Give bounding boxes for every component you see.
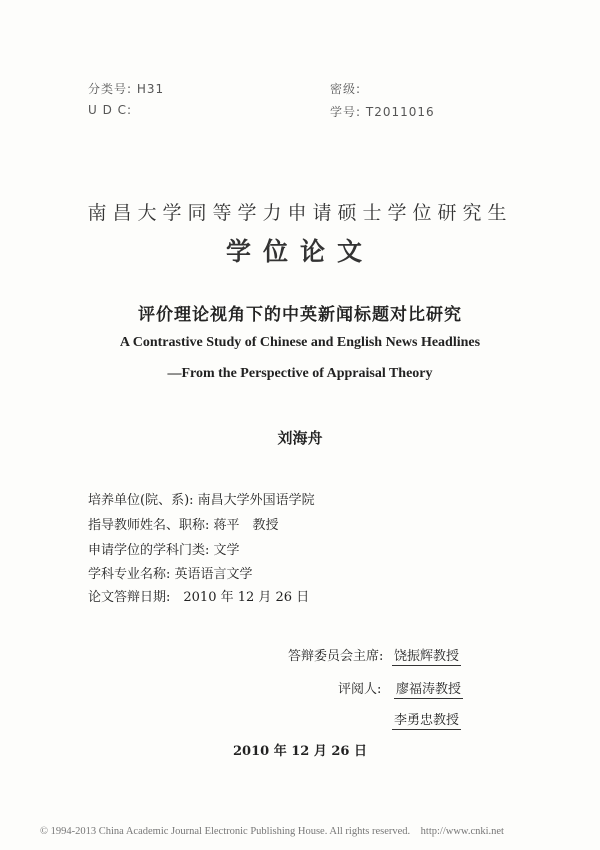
secret-level: 密级:	[330, 82, 362, 96]
major: 学科专业名称: 英语语言文学	[88, 567, 253, 582]
degree-category: 申请学位的学科门类: 文学	[88, 543, 240, 558]
udc-code: U D C:	[88, 103, 133, 117]
university-line: 南昌大学同等学力申请硕士学位研究生	[87, 202, 513, 224]
training-unit: 培养单位(院、系): 南昌大学外国语学院	[88, 493, 315, 508]
reviewer-label: 评阅人:	[338, 682, 382, 697]
copyright-footer: © 1994-2013 China Academic Journal Electronic Publishing House. All rights reserved. http://www.cnki.net	[40, 826, 504, 837]
signing-date: 2010 年 12 月 26 日	[233, 744, 367, 759]
reviewer-2: 李勇忠教授	[392, 709, 461, 730]
student-id: 学号: T2011016	[330, 105, 435, 119]
title-en-line1: A Contrastive Study of Chinese and English News Headlines	[119, 335, 481, 350]
title-en-line2: —From the Perspective of Appraisal Theory	[167, 366, 433, 381]
reviewer-1: 廖福涛教授	[394, 678, 463, 699]
chair-label: 答辩委员会主席:	[288, 649, 384, 664]
supervisor: 指导教师姓名、职称: 蒋平 教授	[88, 518, 279, 533]
thesis-type: 学位论文	[225, 237, 374, 266]
author-name: 刘海舟	[277, 429, 323, 447]
chair-name: 饶振辉教授	[392, 645, 461, 666]
classification-number: 分类号: H31	[88, 82, 165, 96]
defense-date: 论文答辩日期: 2010 年 12 月 26 日	[88, 590, 310, 605]
title-cn: 评价理论视角下的中英新闻标题对比研究	[138, 305, 462, 325]
